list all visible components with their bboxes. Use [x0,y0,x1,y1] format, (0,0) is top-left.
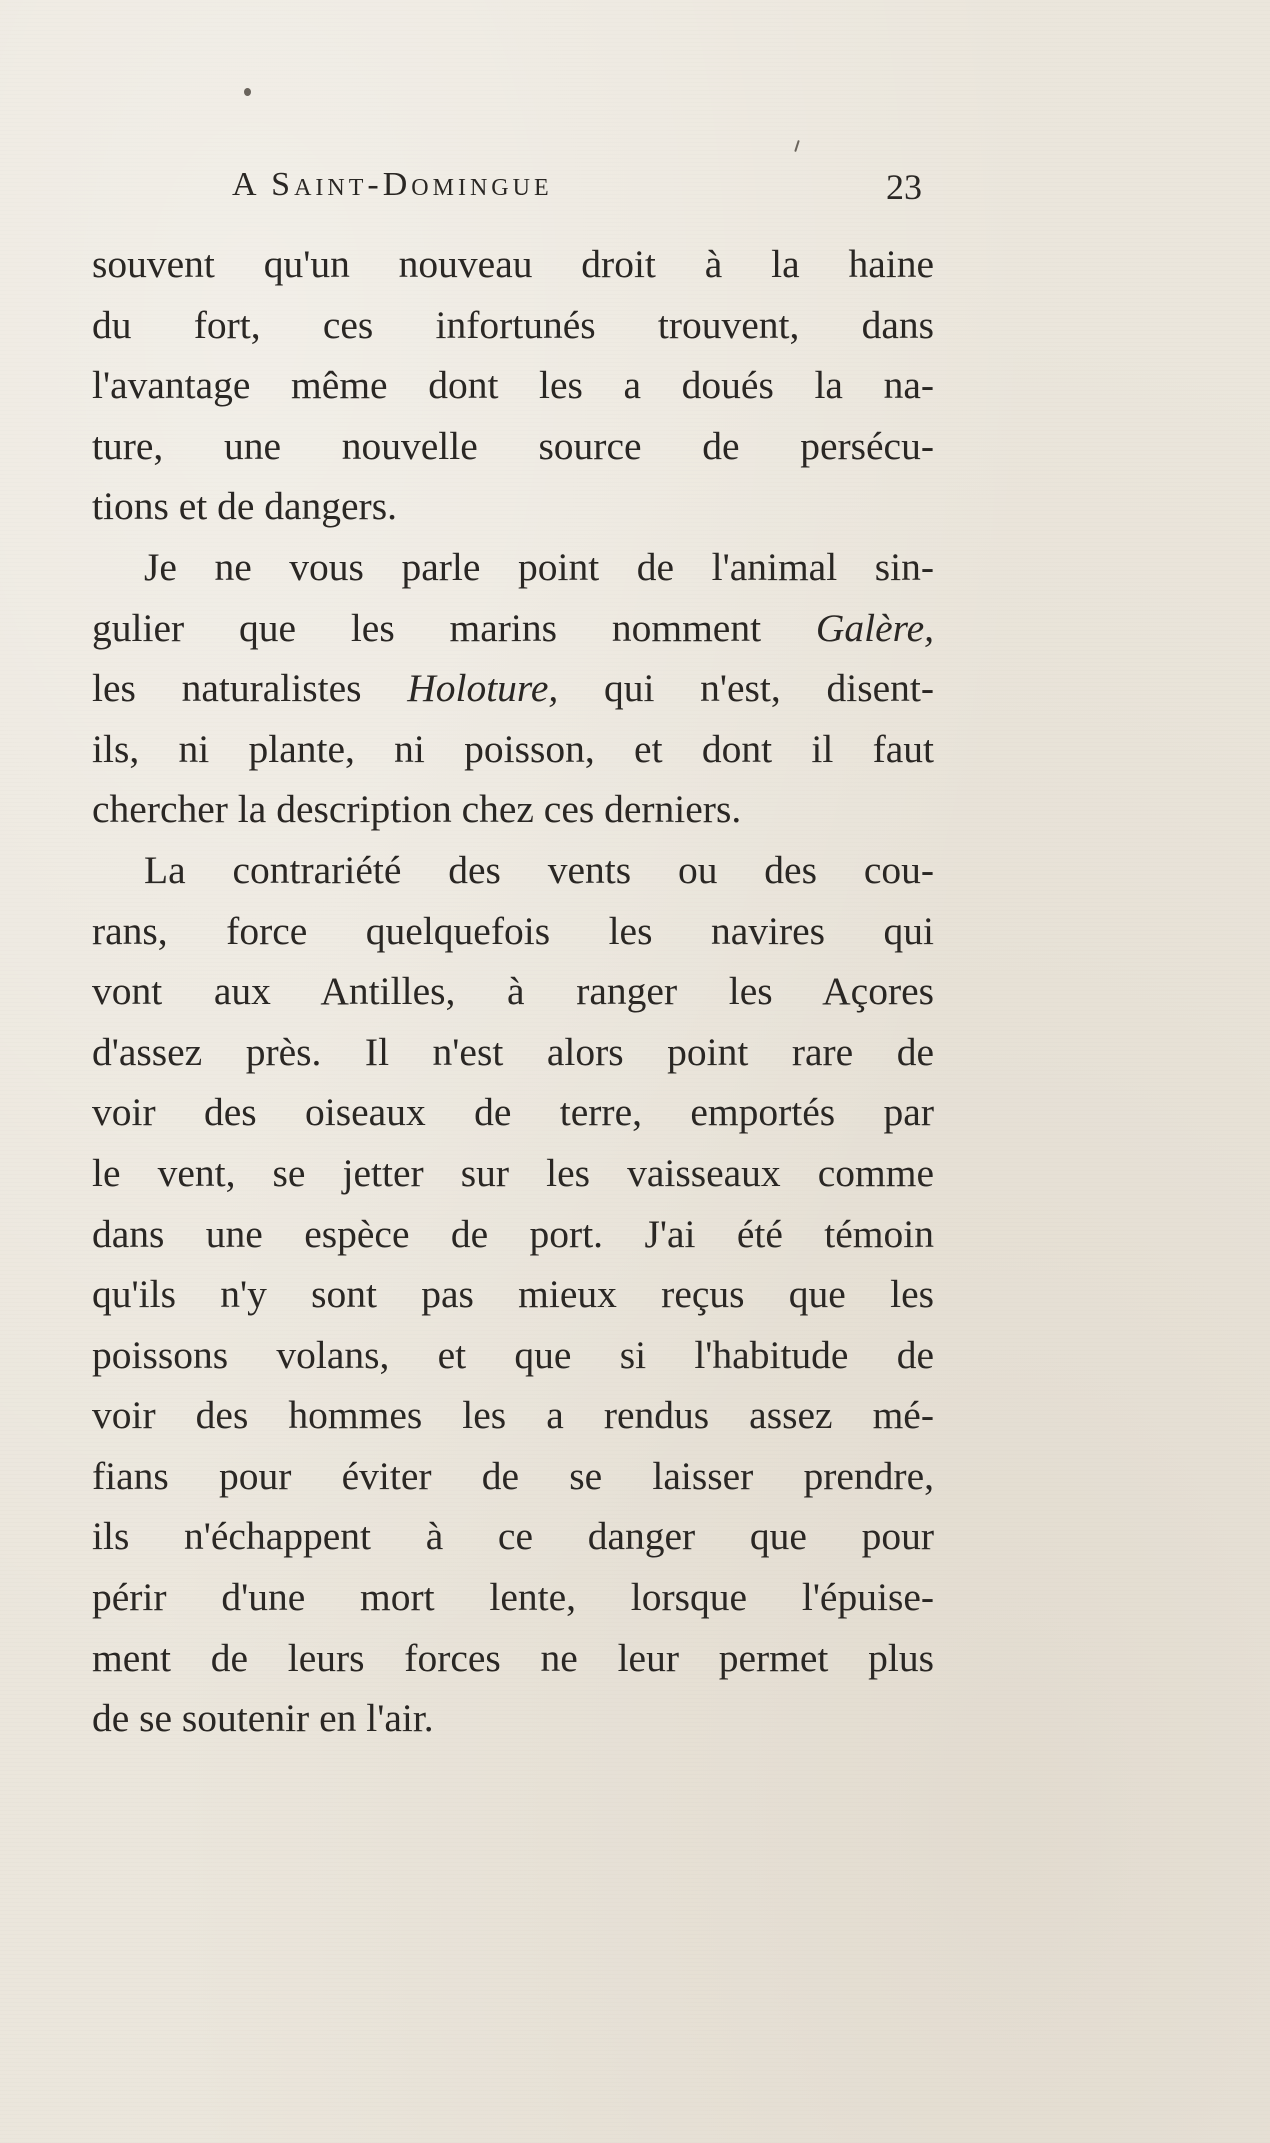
text-segment: les naturalistes [92,666,362,711]
body-text [92,234,934,1749]
text-line: fians pour éviter de se laisser prendre, [92,1453,934,1498]
text-line: ils, ni plante, ni poisson, et dont il faut [92,726,934,771]
text-line: vont aux Antilles, à ranger les Açores [92,969,934,1014]
text-line: ils n'échappent à ce danger que pour [92,1514,934,1559]
text-line: l'avantage même dont les a doués la na- [92,363,934,408]
text-line: qu'ils n'y sont pas mieux reçus que les [92,1272,934,1317]
text-line: voir des hommes les a rendus assez mé- [92,1393,934,1438]
text-line: chercher la description chez ces derniers. [92,787,742,832]
italic-term: Holoture, [407,666,559,711]
text-line: d'assez près. Il n'est alors point rare de [92,1029,934,1074]
text-line: rans, force quelquefois les navires qui [92,908,934,953]
text-line: La contrariété des vents ou des cou- [144,847,934,892]
text-segment: qui n'est, disent- [603,666,934,711]
text-line: poissons volans, et que si l'habitude de [92,1332,934,1377]
italic-term: Galère, [815,605,934,650]
page-header [232,166,922,216]
running-head: A Saint-Domingue [232,166,553,203]
text-line: périr d'une mort lente, lorsque l'épuise- [92,1575,934,1620]
text-line: le vent, se jetter sur les vaisseaux comme [92,1150,934,1195]
page-number: 23 [886,167,922,207]
text-line: souvent qu'un nouveau droit à la haine [92,242,934,286]
text-line: de se soutenir en l'air. [92,1696,434,1741]
text-line: du fort, ces infortunés trouvent, dans [92,302,934,347]
text-line: tions et de dangers. [92,484,397,529]
text-line: dans une espèce de port. J'ai été témoin [92,1211,934,1256]
text-line: ment de leurs forces ne leur permet plus [92,1635,934,1680]
text-line [92,658,934,719]
ink-speck [794,140,800,152]
text-line [92,598,934,659]
text-segment: gulier que les marins nomment [92,605,762,650]
text-line: Je ne vous parle point de l'animal sin- [144,544,934,589]
text-line: ture, une nouvelle source de persécu- [92,423,934,468]
text-line: voir des oiseaux de terre, emportés par [92,1090,934,1135]
ink-speck [244,88,251,96]
